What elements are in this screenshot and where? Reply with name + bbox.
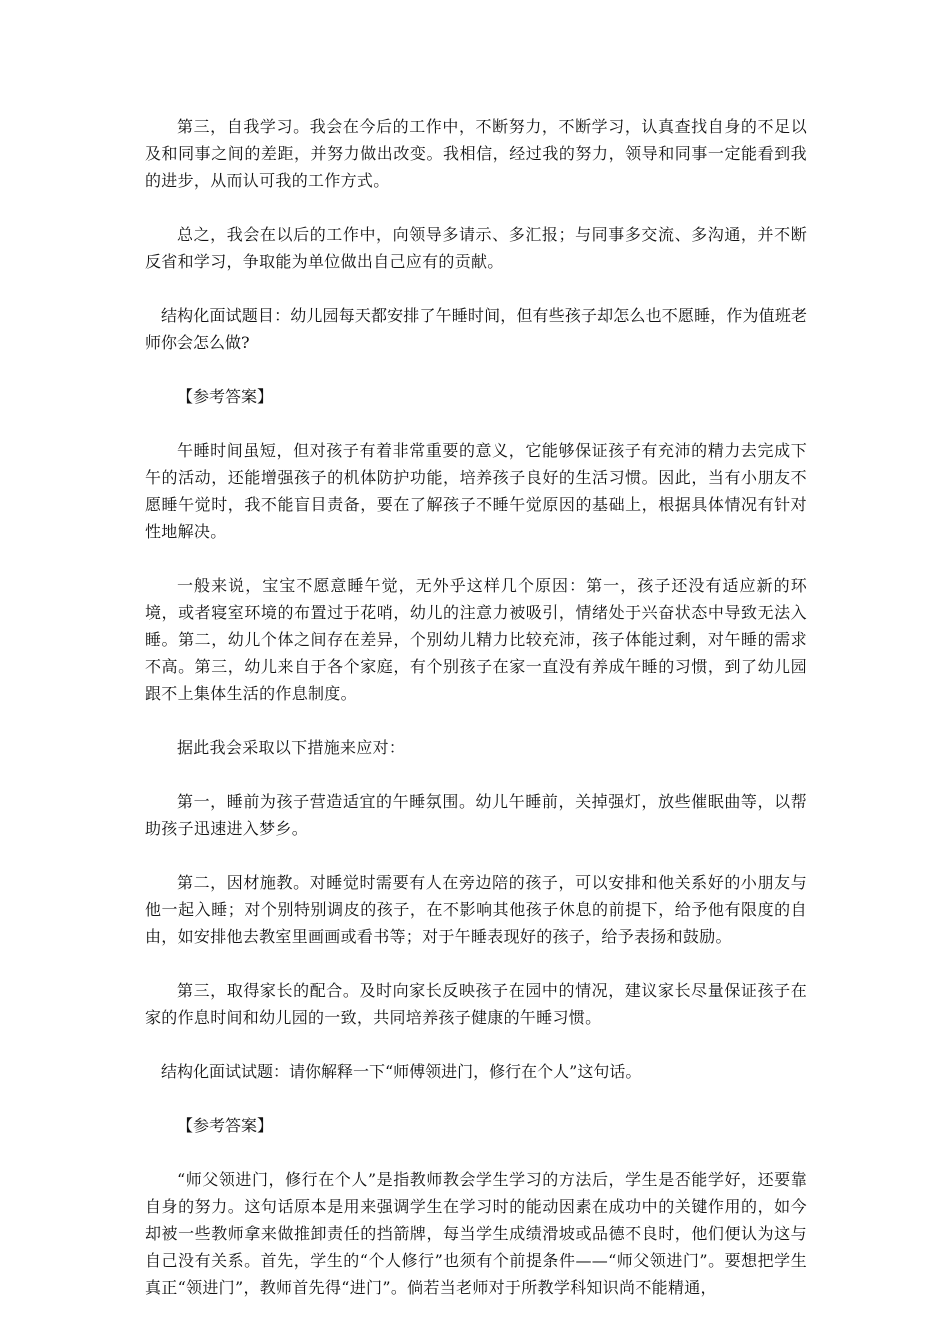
paragraph-self-learning: 第三，自我学习。我会在今后的工作中，不断努力，不断学习，认真查找自身的不足以及和同事之间的差距，并努力做出改变。我相信，经过我的努力，领导和同事一定能看到我的进步，从而认可我的工作方式。 (145, 117, 807, 190)
answer-label-1: 【参考答案】 (177, 387, 274, 406)
interview-question-2: 结构化面试试题：请你解释一下“师傅领进门，修行在个人”这句话。 (161, 1062, 642, 1081)
answer-1-paragraph-4: 第一，睡前为孩子营造适宜的午睡氛围。幼儿午睡前，关掉强灯，放些催眠曲等，以帮助孩子迅速进入梦乡。 (145, 792, 807, 838)
answer-1-paragraph-1: 午睡时间虽短，但对孩子有着非常重要的意义，它能够保证孩子有充沛的精力去完成下午的活动，还能增强孩子的机体防护功能，培养孩子良好的生活习惯。因此，当有小朋友不愿睡午觉时，我不能盲目责备，要在了解孩子不睡午觉原因的基础上，根据具体情况有针对性地解决。 (145, 441, 807, 541)
interview-question-1: 结构化面试题目：幼儿园每天都安排了午睡时间，但有些孩子却怎么也不愿睡，作为值班老师你会怎么做? (145, 306, 807, 352)
answer-1-paragraph-6: 第三，取得家长的配合。及时向家长反映孩子在园中的情况，建议家长尽量保证孩子在家的作息时间和幼儿园的一致，共同培养孩子健康的午睡习惯。 (145, 981, 807, 1027)
document-page (145, 113, 807, 1328)
answer-1-paragraph-2: 一般来说，宝宝不愿意睡午觉，无外乎这样几个原因：第一，孩子还没有适应新的环境，或者寝室环境的布置过于花哨，幼儿的注意力被吸引，情绪处于兴奋状态中导致无法入睡。第二，幼儿个体之间存在差异，个别幼儿精力比较充沛，孩子体能过剩，对午睡的需求不高。第三，幼儿来自于各个家庭，有个别孩子在家一直没有养成午睡的习惯，到了幼儿园跟不上集体生活的作息制度。 (145, 576, 807, 703)
answer-1-paragraph-5: 第二，因材施教。对睡觉时需要有人在旁边陪的孩子，可以安排和他关系好的小朋友与他一起入睡；对个别特别调皮的孩子，在不影响其他孩子休息的前提下，给予他有限度的自由，如安排他去教室里画画或看书等；对于午睡表现好的孩子，给予表扬和鼓励。 (145, 873, 807, 946)
answer-label-2: 【参考答案】 (177, 1116, 274, 1135)
answer-2-paragraph-1: “师父领进门，修行在个人”是指教师教会学生学习的方法后，学生是否能学好，还要靠自身的努力。这句话原本是用来强调学生在学习时的能动因素在成功中的关键作用的，如今却被一些教师拿来做推卸责任的挡箭牌，每当学生成绩滑坡或品德不良时，他们便认为这与自己没有关系。首先，学生的“个人修行”也须有个前提条件——“师父领进门”。要想把学生真正“领进门”，教师首先得“进门”。倘若当老师对于所教学科知识尚不能精通， (145, 1170, 807, 1297)
paragraph-summary: 总之，我会在以后的工作中，向领导多请示、多汇报；与同事多交流、多沟通，并不断反省和学习，争取能为单位做出自己应有的贡献。 (145, 225, 807, 271)
answer-1-paragraph-3: 据此我会采取以下措施来应对： (177, 738, 406, 757)
